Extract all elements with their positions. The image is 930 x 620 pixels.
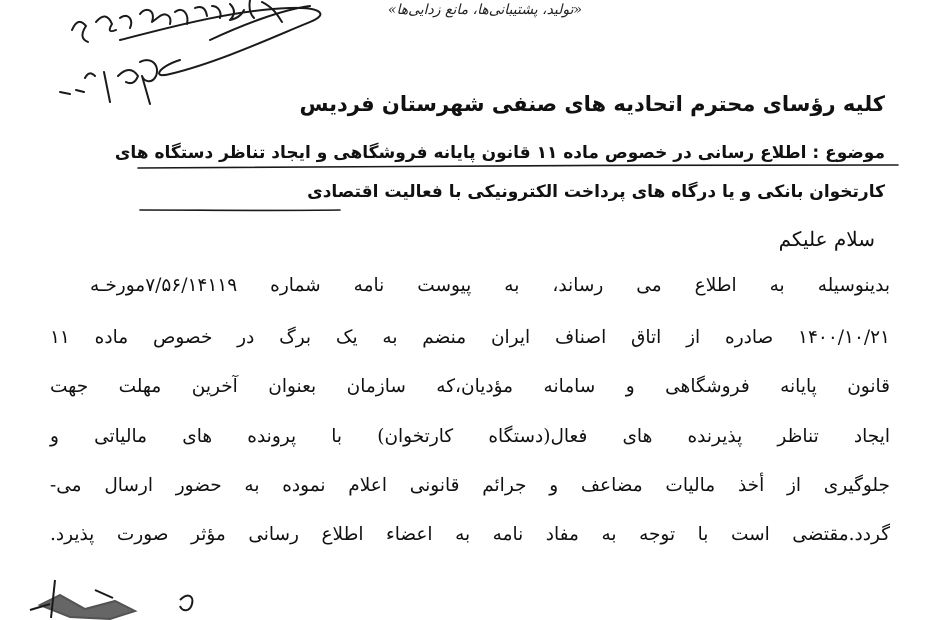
subject-line-1: موضوع : اطلاع رسانی در خصوص ماده ۱۱ قانون پایانه فروشگاهی و ایجاد تناظر دستگاه های — [114, 143, 885, 163]
body-line-3: قانون پایانه فروشگاهی و سامانه مؤدیان،که سازمان بعنوان آخرین مهلت جهت — [50, 376, 890, 397]
greeting: سلام علیکم — [778, 227, 875, 251]
body-line-1: بدینوسیله به اطلاع می رساند، به پیوست نامه شماره ۷/۵۶/۱۴۱۱۹مورخـه — [90, 275, 890, 296]
body-line-2: ۱۴۰۰/۱۰/۲۱ صادره از اتاق اصناف ایران منضم به یک برگ در خصوص ماده ۱۱ — [50, 327, 890, 348]
letterhead-motto: «تولید، پشتیبانی‌ها، مانع زدایی‌ها» — [387, 2, 583, 18]
body-line-4: ایجاد تناظر پذیرنده های فعال(دستگاه کارتخوان) با پرونده های مالیاتی و — [50, 426, 890, 447]
body-line-5: جلوگیری از أخذ مالیات مضاعف و جرائم قانونی اعلام نموده به حضور ارسال می- — [50, 475, 890, 496]
subject-line-2: کارتخوان بانکی و یا درگاه های پرداخت الکترونیکی با فعالیت اقتصادی — [307, 182, 885, 202]
addressee-heading: کلیه رؤسای محترم اتحادیه های صنفی شهرستان فردیس — [299, 92, 885, 116]
body-line-6: گردد.مقتضی است با توجه به مفاد نامه به اعضاء اطلاع رسانی مؤثر صورت پذیرد. — [50, 524, 890, 545]
stamp-mark — [0, 560, 260, 620]
handwritten-underline — [0, 0, 930, 220]
